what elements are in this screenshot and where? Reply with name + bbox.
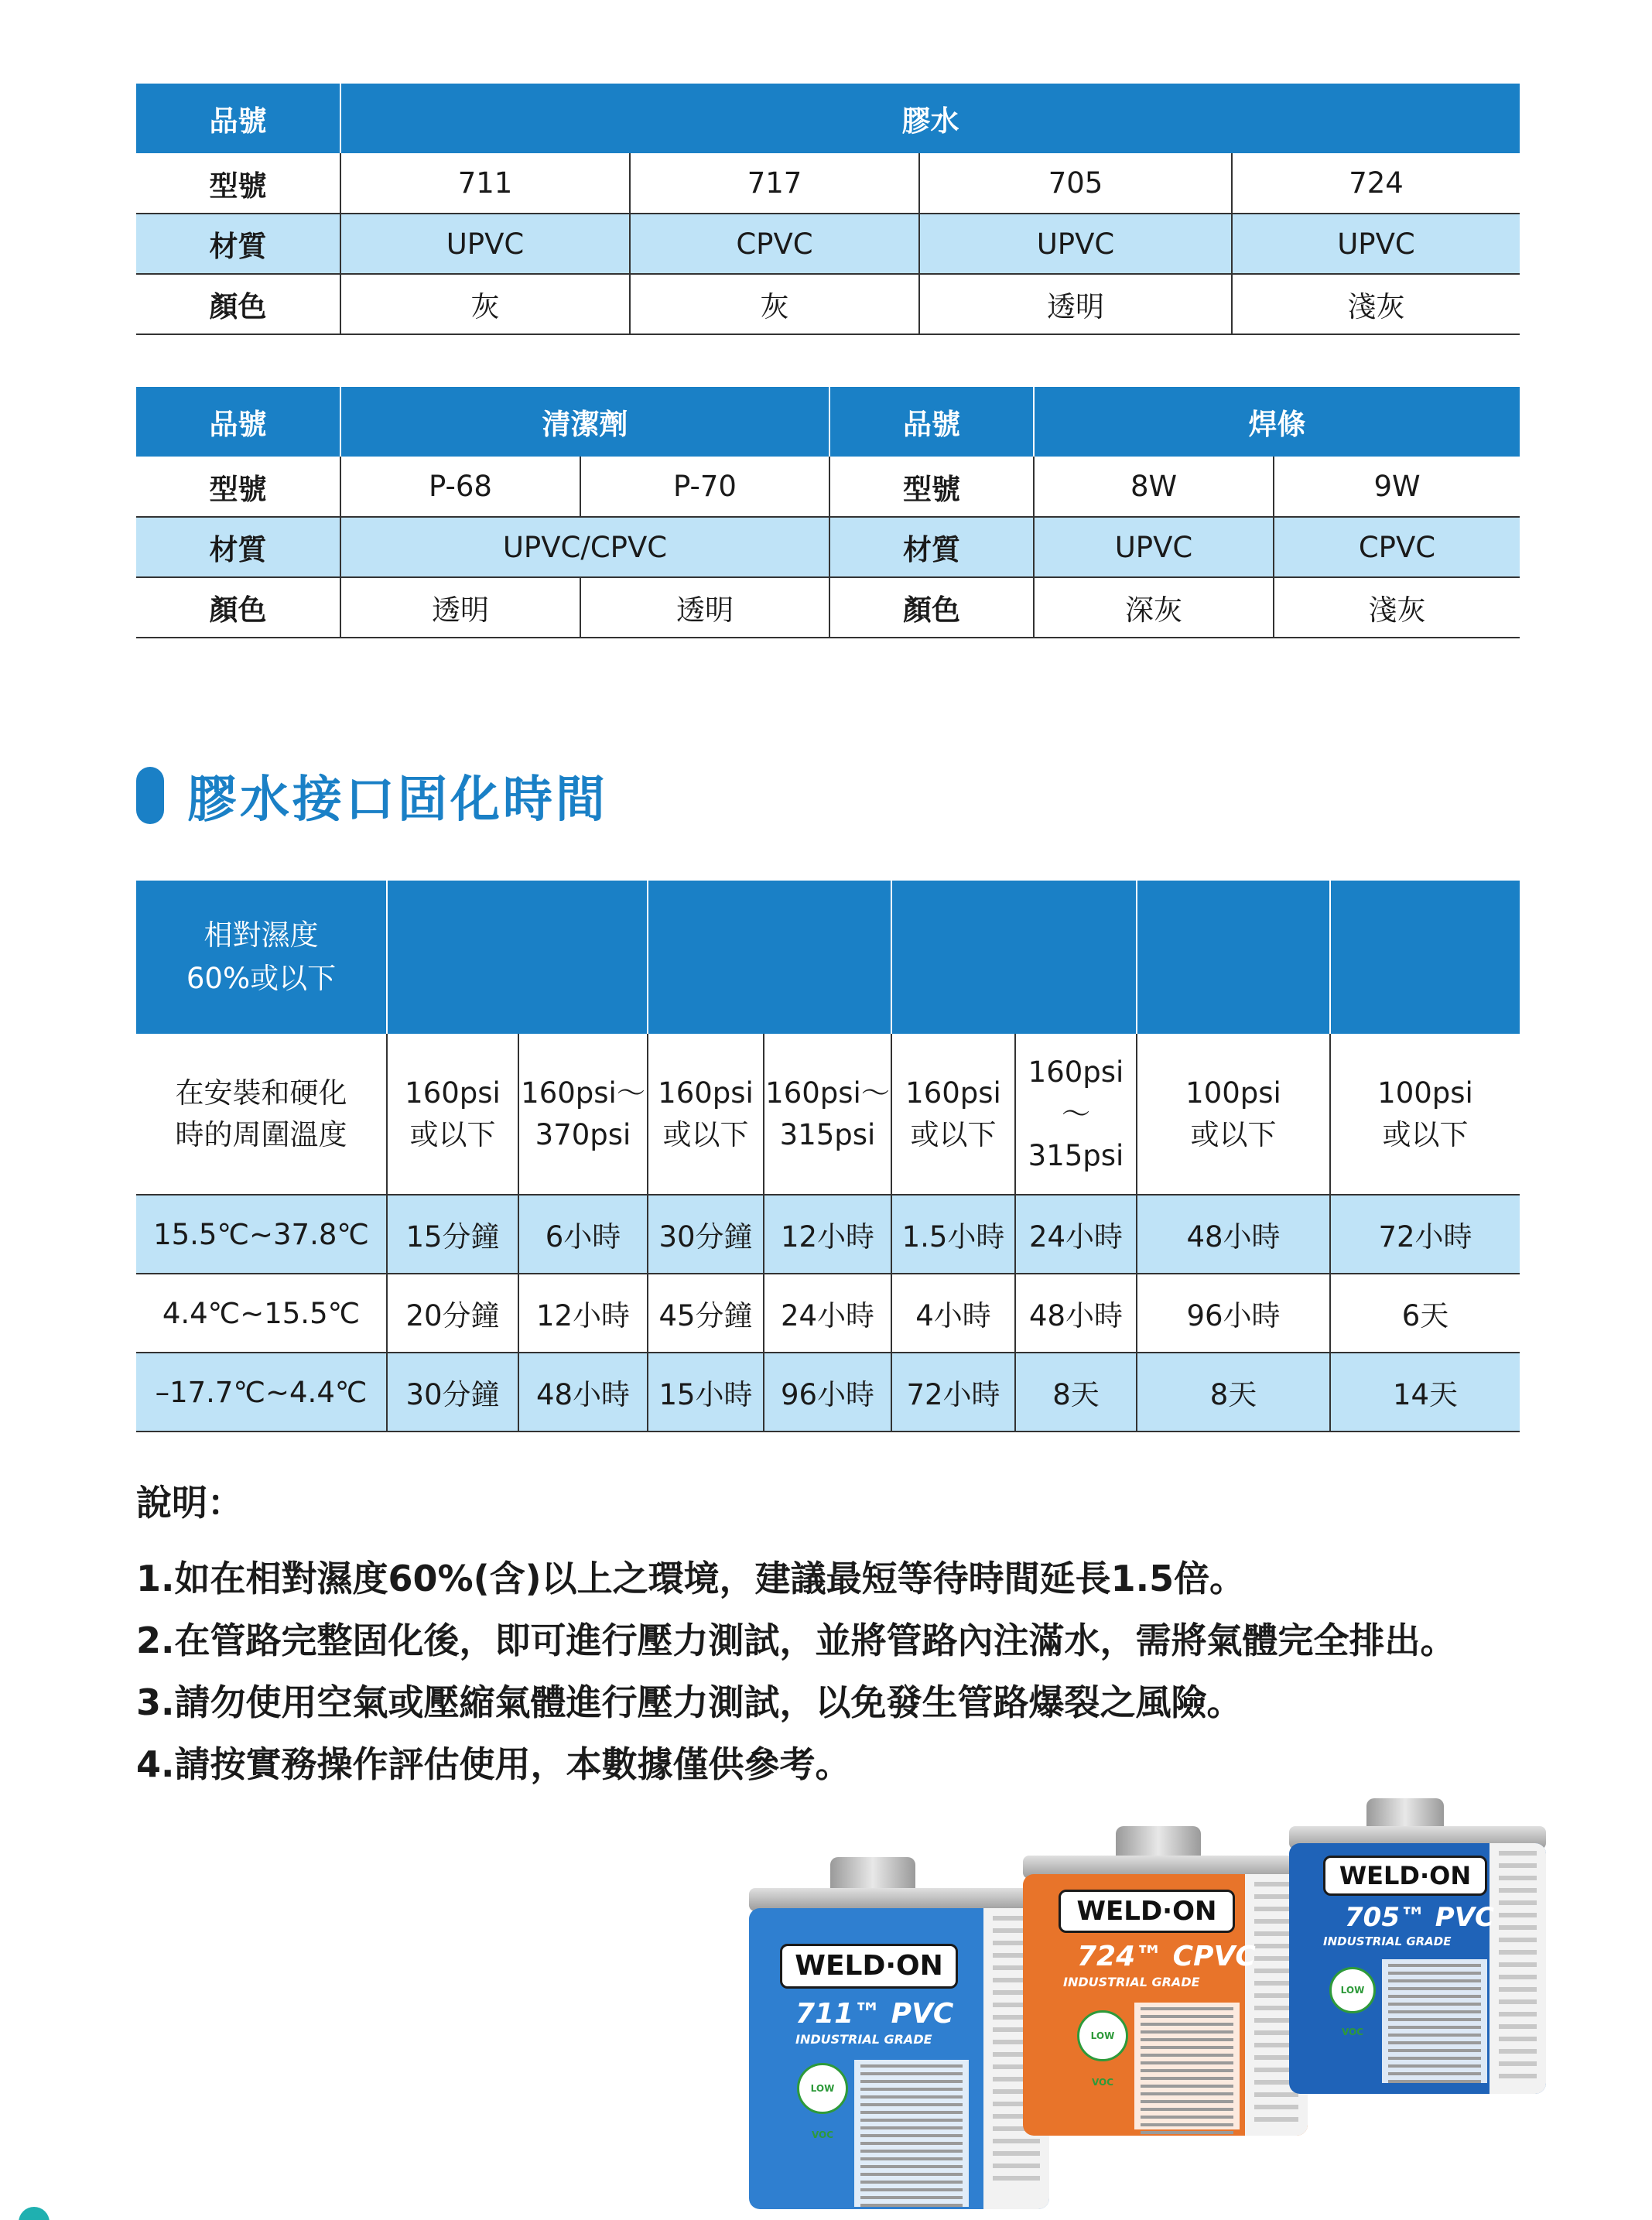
- table-cell: 透明: [580, 577, 829, 638]
- cure-time-cell: 6小時: [518, 1195, 648, 1274]
- table-row: [136, 1195, 1520, 1274]
- table-row: [136, 274, 1520, 334]
- row-label: 材質: [136, 214, 340, 274]
- pressure-line1: 160psi～: [521, 1076, 645, 1110]
- pressure-line1: 100psi: [1185, 1076, 1281, 1110]
- pressure-cell: [518, 1034, 648, 1195]
- temperature-label: [136, 1034, 387, 1195]
- cleaner-title: 清潔劑: [340, 387, 829, 457]
- product-header-cell: [1330, 881, 1520, 1034]
- cure-time-table: [136, 881, 1520, 1432]
- table-row: [136, 517, 1520, 577]
- note-item: 3.請勿使用空氣或壓縮氣體進行壓力測試，以免發生管路爆裂之風險。: [136, 1681, 1243, 1723]
- humidity-header: [136, 881, 387, 1034]
- pressure-line2: 370psi: [535, 1117, 631, 1151]
- table-cell: CPVC: [1274, 517, 1520, 577]
- cure-time-cell: 30分鐘: [648, 1195, 764, 1274]
- table-cell: 724: [1232, 153, 1520, 214]
- cure-time-cell: 24小時: [1015, 1195, 1137, 1274]
- cure-time-cell: 72小時: [1330, 1195, 1520, 1274]
- table-cell: UPVC: [1232, 214, 1520, 274]
- glue-spec-table: [136, 84, 1520, 335]
- table-cell: 透明: [919, 274, 1232, 334]
- brand-logo: WELD·ON: [780, 1944, 958, 1989]
- table-cell: 8W: [1034, 457, 1274, 517]
- cure-time-cell: 4小時: [891, 1274, 1015, 1353]
- row-label: 顏色: [829, 577, 1034, 638]
- can-label: [1289, 1843, 1546, 2094]
- row-label: 顏色: [136, 577, 340, 638]
- table-cell: UPVC/CPVC: [340, 517, 829, 577]
- cure-time-cell: 30分鐘: [387, 1353, 518, 1432]
- product-grade: INDUSTRIAL GRADE: [1323, 1934, 1452, 1948]
- can-label: [1023, 1874, 1308, 2136]
- pressure-line1: 160psi: [905, 1076, 1001, 1110]
- table-cell: 705: [919, 153, 1232, 214]
- cure-time-cell: 15小時: [648, 1353, 764, 1432]
- low-voc-seal: LOW VOC: [1329, 1967, 1376, 2013]
- cure-time-cell: 6天: [1330, 1274, 1520, 1353]
- glue-spec-header: [136, 84, 1520, 153]
- pressure-cell: [648, 1034, 764, 1195]
- notes-section: [136, 1475, 1606, 1795]
- cure-time-cell: 20分鐘: [387, 1274, 518, 1353]
- product-can-724: [1023, 1826, 1308, 2136]
- product-can-705: [1289, 1798, 1546, 2094]
- cleaner-rod-spec-table: [136, 387, 1520, 638]
- cure-time-cell: 48小時: [518, 1353, 648, 1432]
- cure-time-cell: 72小時: [891, 1353, 1015, 1432]
- table-cell: P-70: [580, 457, 829, 517]
- table-cell: 深灰: [1034, 577, 1274, 638]
- note-item: 1.如在相對濕度60%(含)以上之環境，建議最短等待時間延長1.5倍。: [136, 1558, 1246, 1599]
- table-row: [136, 457, 1520, 517]
- product-model: 705™ PVC: [1345, 1902, 1494, 1933]
- table-row: [136, 1353, 1520, 1432]
- product-header-cell: [387, 881, 648, 1034]
- product-grade: INDUSTRIAL GRADE: [1063, 1975, 1200, 1989]
- cure-time-cell: 96小時: [1137, 1274, 1330, 1353]
- table-row: [136, 1274, 1520, 1353]
- note-item: 2.在管路完整固化後，即可進行壓力測試，並將管路內注滿水，需將氣體完全排出。: [136, 1620, 1456, 1661]
- section-marker-icon: [136, 767, 164, 824]
- cure-time-cell: 14天: [1330, 1353, 1520, 1432]
- humidity-header-line2: 60%或以下: [186, 962, 337, 995]
- pressure-cell: [1137, 1034, 1330, 1195]
- cure-header-row: [136, 881, 1520, 1034]
- header-label: 品號: [136, 387, 340, 457]
- pressure-line2: 或以下: [409, 1117, 496, 1151]
- cure-time-cell: 48小時: [1015, 1274, 1137, 1353]
- product-model: 711™ PVC: [795, 1998, 954, 2030]
- product-header-cell: [1137, 881, 1330, 1034]
- table-row: [136, 214, 1520, 274]
- label-fine-print: [1134, 2003, 1240, 2129]
- cure-time-cell: 12小時: [518, 1274, 648, 1353]
- pressure-line1: 160psi: [405, 1076, 501, 1110]
- table-cell: CPVC: [630, 214, 919, 274]
- temperature-range: 15.5℃~37.8℃: [136, 1195, 387, 1274]
- pressure-line2: 或以下: [662, 1117, 749, 1151]
- table-cell: 711: [340, 153, 630, 214]
- pressure-line2: 或以下: [1190, 1117, 1277, 1151]
- table-cell: 淺灰: [1274, 577, 1520, 638]
- table-cell: UPVC: [340, 214, 630, 274]
- table-row: [136, 153, 1520, 214]
- cure-time-cell: 96小時: [764, 1353, 891, 1432]
- header-title: 膠水: [340, 84, 1520, 153]
- table-cell: 透明: [340, 577, 580, 638]
- table-cell: 717: [630, 153, 919, 214]
- brand-logo: WELD·ON: [1323, 1856, 1487, 1896]
- table-cell: UPVC: [919, 214, 1232, 274]
- rod-title: 焊條: [1034, 387, 1520, 457]
- row-label: 材質: [829, 517, 1034, 577]
- notes-title: 說明：: [136, 1482, 243, 1524]
- section-heading: [136, 766, 608, 829]
- temperature-label-line2: 時的周圍溫度: [175, 1117, 347, 1151]
- row-label: 材質: [136, 517, 340, 577]
- cleaner-rod-header: [136, 387, 1520, 457]
- label-fine-print: [1382, 1959, 1487, 2083]
- table-row: [136, 577, 1520, 638]
- row-label: 型號: [829, 457, 1034, 517]
- row-label: 型號: [136, 153, 340, 214]
- low-voc-seal: LOW VOC: [1077, 2010, 1128, 2061]
- note-item: 4.請按實務操作評估使用，本數據僅供參考。: [136, 1743, 851, 1785]
- section-title: 膠水接口固化時間: [187, 771, 608, 829]
- product-header-cell: [648, 881, 891, 1034]
- table-cell: 灰: [630, 274, 919, 334]
- pressure-line1: 100psi: [1377, 1076, 1473, 1110]
- temperature-label-line1: 在安裝和硬化: [175, 1076, 347, 1110]
- table-cell: 淺灰: [1232, 274, 1520, 334]
- page-corner-decoration: [19, 2207, 50, 2220]
- table-cell: 灰: [340, 274, 630, 334]
- low-voc-seal: LOW VOC: [797, 2063, 848, 2114]
- pressure-line1: 160psi: [658, 1076, 754, 1110]
- table-cell: 9W: [1274, 457, 1520, 517]
- header-label: 品號: [829, 387, 1034, 457]
- pressure-cell: [764, 1034, 891, 1195]
- temperature-range: –17.7℃~4.4℃: [136, 1353, 387, 1432]
- pressure-line2: 或以下: [1382, 1117, 1469, 1151]
- cure-time-cell: 1.5小時: [891, 1195, 1015, 1274]
- product-grade: INDUSTRIAL GRADE: [795, 2032, 932, 2047]
- cure-time-cell: 45分鐘: [648, 1274, 764, 1353]
- pressure-line2: 或以下: [910, 1117, 997, 1151]
- cure-time-cell: 12小時: [764, 1195, 891, 1274]
- pressure-cell: [1015, 1034, 1137, 1195]
- cure-time-cell: 24小時: [764, 1274, 891, 1353]
- can-side-text: [1490, 1843, 1546, 2094]
- header-label: 品號: [136, 84, 340, 153]
- cure-time-cell: 48小時: [1137, 1195, 1330, 1274]
- cure-time-cell: 15分鐘: [387, 1195, 518, 1274]
- row-label: 顏色: [136, 274, 340, 334]
- pressure-line2: 315psi: [779, 1117, 876, 1151]
- product-model: 724™ CPVC: [1077, 1941, 1256, 1972]
- pressure-cell: [387, 1034, 518, 1195]
- temperature-range: 4.4℃~15.5℃: [136, 1274, 387, 1353]
- row-label: 型號: [136, 457, 340, 517]
- pressure-line1: 160psi～: [1028, 1055, 1124, 1131]
- table-cell: UPVC: [1034, 517, 1274, 577]
- pressure-line2: 315psi: [1028, 1138, 1124, 1172]
- table-cell: P-68: [340, 457, 580, 517]
- cure-time-cell: 8天: [1137, 1353, 1330, 1432]
- cure-time-cell: 8天: [1015, 1353, 1137, 1432]
- pressure-line1: 160psi～: [765, 1076, 890, 1110]
- label-fine-print: [854, 2060, 969, 2207]
- can-label: [749, 1908, 1049, 2209]
- humidity-header-line1: 相對濕度: [204, 918, 319, 952]
- product-header-cell: [891, 881, 1137, 1034]
- pressure-row: [136, 1034, 1520, 1195]
- pressure-cell: [1330, 1034, 1520, 1195]
- pressure-cell: [891, 1034, 1015, 1195]
- product-can-711: [749, 1857, 1049, 2209]
- brand-logo: WELD·ON: [1059, 1890, 1235, 1933]
